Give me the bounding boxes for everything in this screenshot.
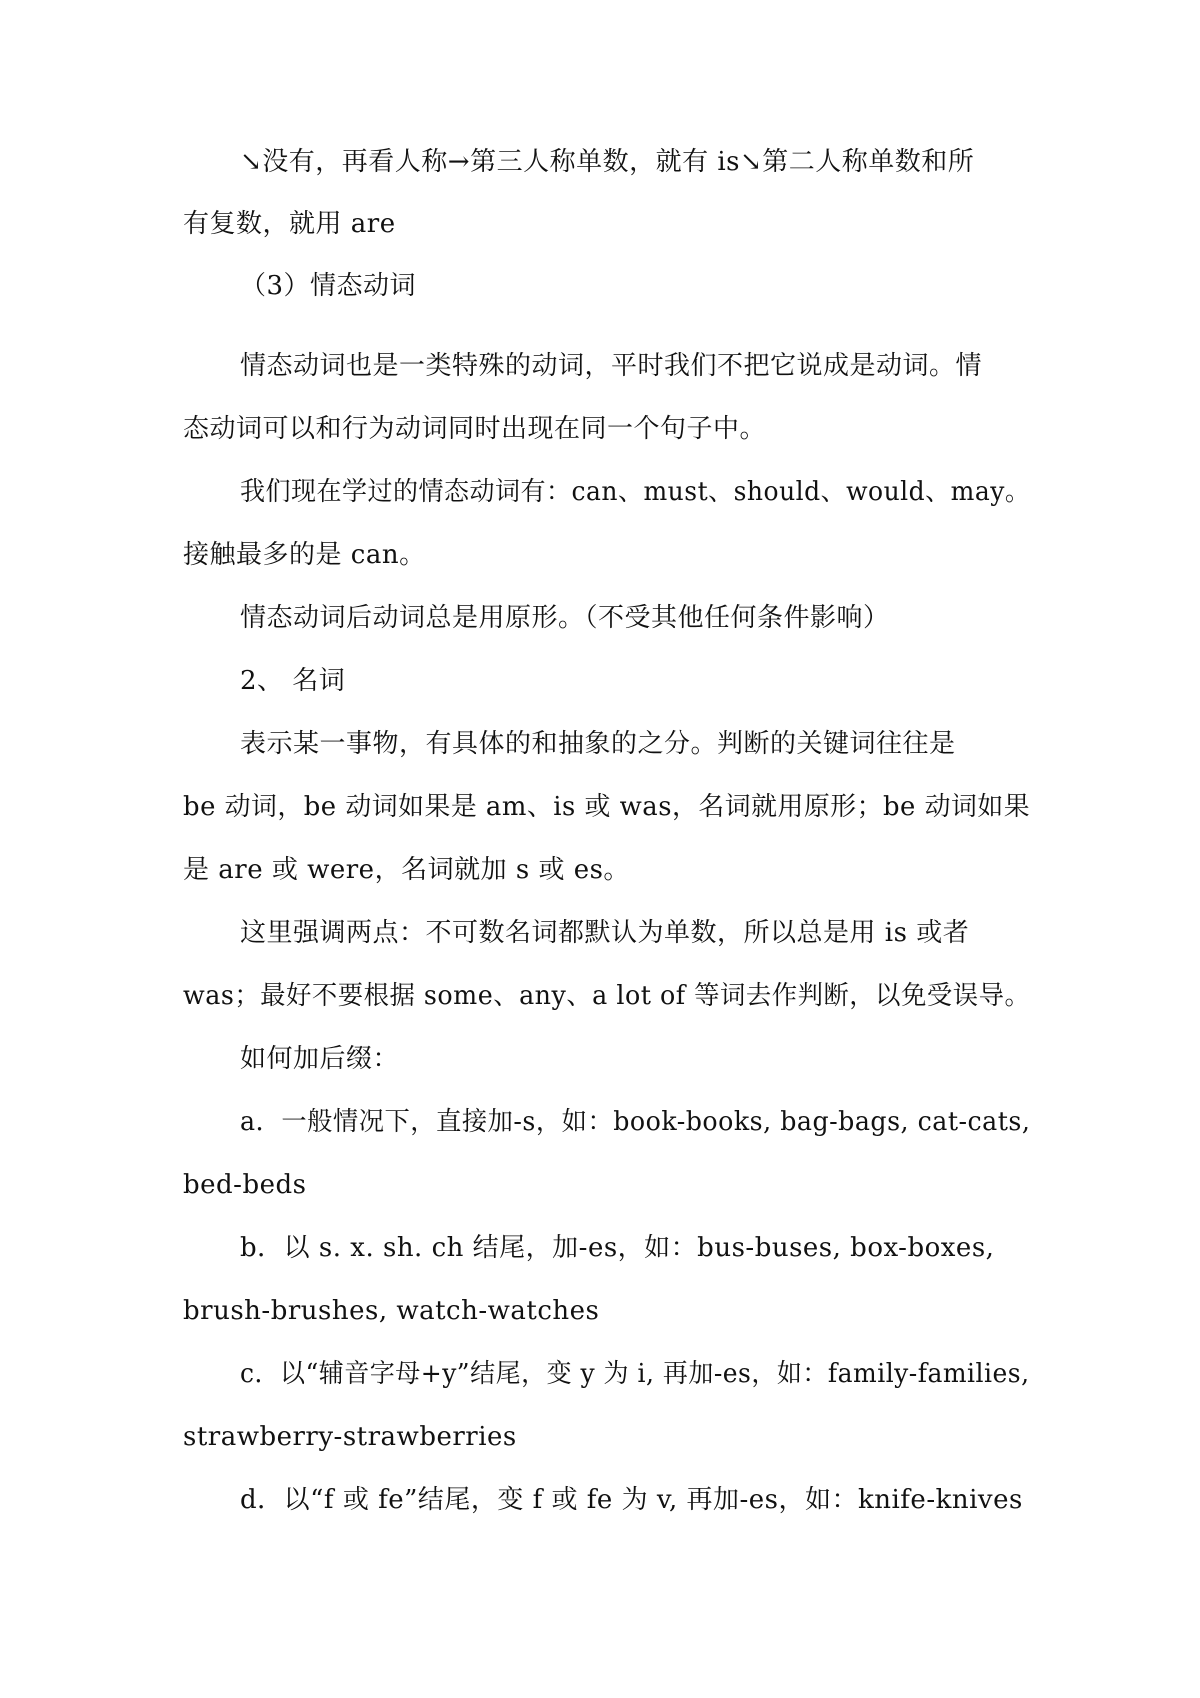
list-item-d: d．以“f 或 fe”结尾，变 f 或 fe 为 v, 再加-es，如：knife-knives: [240, 1485, 1023, 1515]
text-line: ↘没有，再看人称→第三人称单数，就有 is↘第二人称单数和所: [240, 147, 975, 177]
text-line: 情态动词也是一类特殊的动词，平时我们不把它说成是动词。情: [240, 351, 983, 381]
section-heading-nouns: 2、 名词: [240, 666, 346, 696]
list-item-c: c．以“辅音字母+y”结尾，变 y 为 i, 再加-es，如：family-families,: [240, 1359, 1030, 1389]
text-line: 如何加后缀：: [240, 1044, 400, 1074]
text-line: be 动词，be 动词如果是 am、is 或 was，名词就用原形；be 动词如果: [183, 792, 1031, 822]
text-line: 态动词可以和行为动词同时出现在同一个句子中。: [183, 414, 767, 444]
list-item-c-continued: strawberry-strawberries: [183, 1422, 517, 1452]
text-line: 情态动词后动词总是用原形。（不受其他任何条件影响）: [240, 603, 890, 633]
list-item-b-continued: brush-brushes, watch-watches: [183, 1296, 600, 1326]
list-item-a: a．一般情况下，直接加-s，如：book-books, bag-bags, cat-cats,: [240, 1107, 1031, 1137]
section-heading-modal-verbs: （3）情态动词: [240, 271, 417, 301]
list-item-b: b．以 s. x. sh. ch 结尾，加-es，如：bus-buses, box-boxes,: [240, 1233, 995, 1263]
text-line: 这里强调两点：不可数名词都默认为单数，所以总是用 is 或者: [240, 918, 970, 948]
text-line: 我们现在学过的情态动词有：can、must、should、would、may。: [240, 477, 1031, 507]
text-line: 是 are 或 were，名词就加 s 或 es。: [183, 855, 630, 885]
list-item-a-continued: bed-beds: [183, 1170, 307, 1200]
text-line: 接触最多的是 can。: [183, 540, 426, 570]
text-line: was；最好不要根据 some、any、a lot of 等词去作判断，以免受误导。: [183, 981, 1031, 1011]
text-line: 表示某一事物，有具体的和抽象的之分。判断的关键词往往是: [240, 729, 956, 759]
text-line: 有复数，就用 are: [183, 209, 396, 239]
